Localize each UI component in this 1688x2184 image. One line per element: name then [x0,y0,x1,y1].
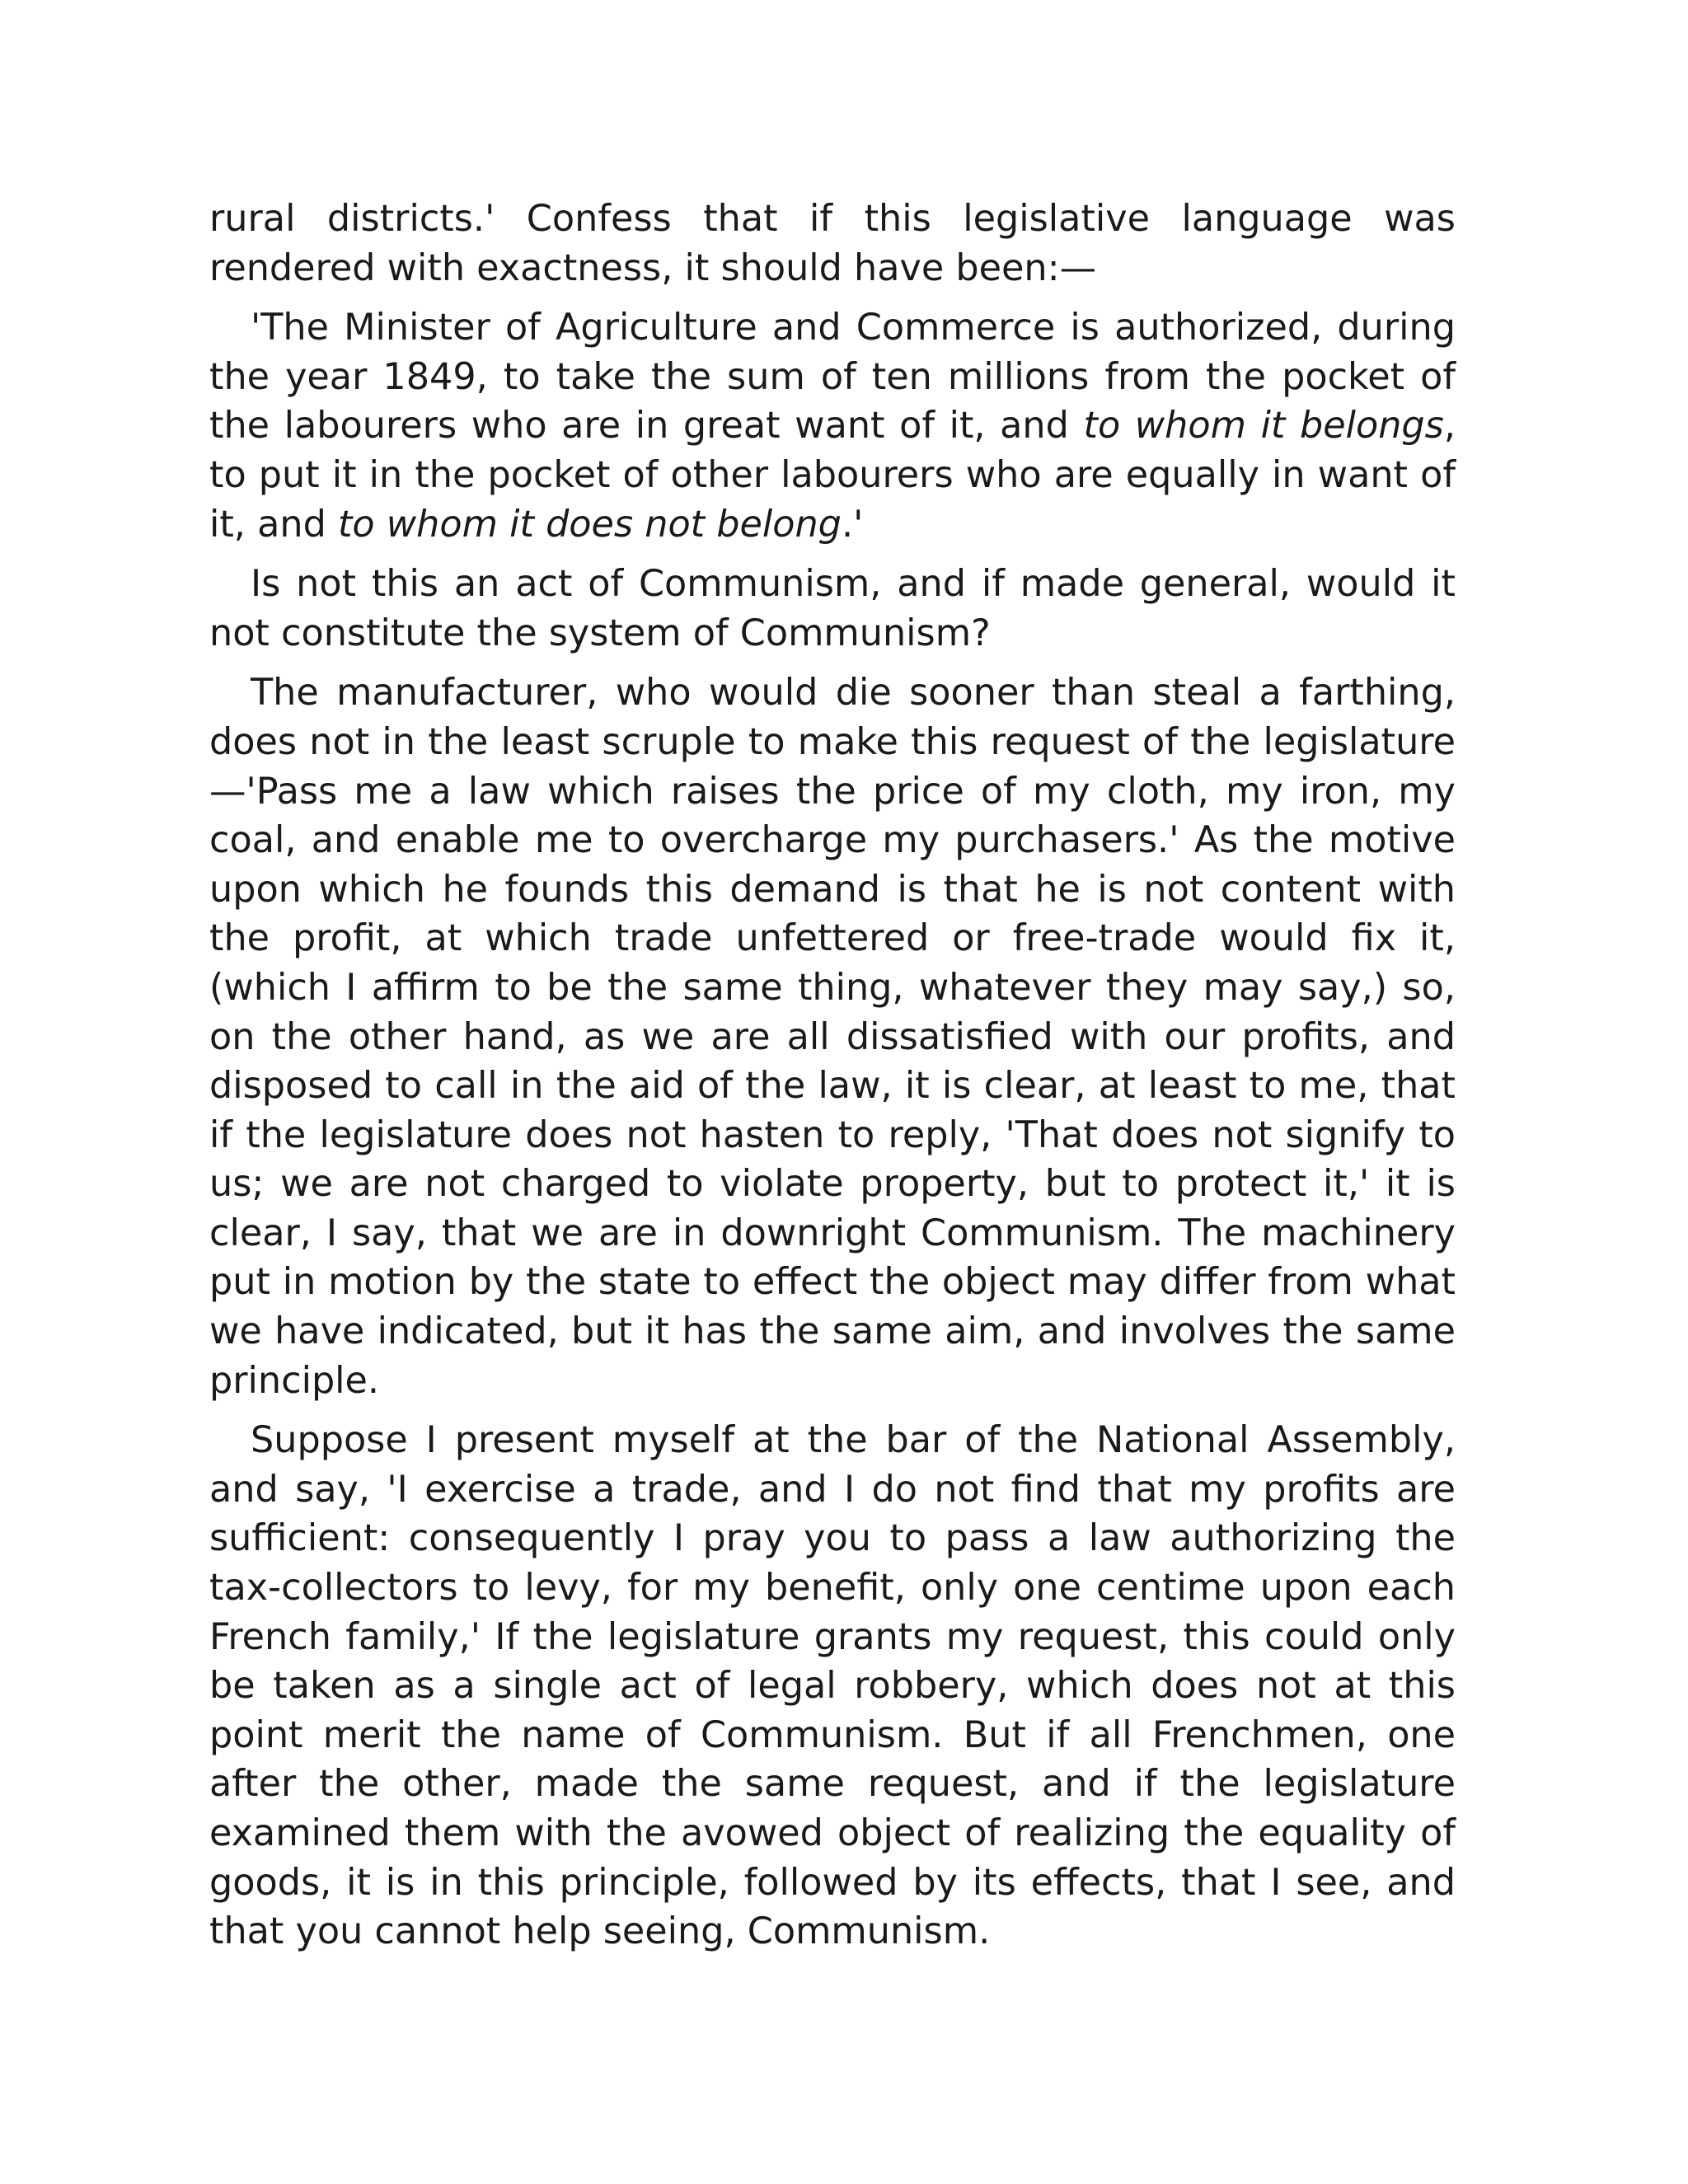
paragraph [209,1416,1456,1957]
text-run: Suppose I present myself at the bar of the National Assembly, and say, 'I exercise a trade, and I do not find that my profits are sufficient: consequently I pray you to pass a law authorizing the tax-collectors to levy, for my benefit, only one centime upon each French family,' If the legislature grants my request, this could only be taken as a single act of legal robbery, which does not at this point merit the name of Communism. But if all Frenchmen, one after the other, made the same request, and if the legislature examined them with the avowed object of realizing the equality of goods, it is in this principle, followed by its effects, that I see, and that you cannot help seeing, Communism. [209,1419,1456,1953]
italic-text: to whom it does not belong [337,503,842,546]
paragraph [209,194,1456,293]
paragraph [209,303,1456,549]
text-run: rural districts.' Confess that if this legislative language was rendered with exactness, it should have been:— [209,198,1456,289]
text-run: 'The Minister of Agriculture and Commerce is authorized, during the year 1849, to take the sum of ten millions from the pocket of the labourers who are in great want of it, and [209,307,1456,448]
paragraph [209,560,1456,658]
text-run: Is not this an act of Communism, and if made general, would it not constitute the system of Communism? [209,563,1456,654]
text-run: .' [841,503,864,546]
text-run: , to put it in the pocket of other labourers who are equally in want of it, and [209,405,1456,546]
body-text [209,194,1456,1967]
paragraph [209,668,1456,1405]
italic-text: to whom it belongs [1083,405,1444,448]
text-run: The manufacturer, who would die sooner than steal a farthing, does not in the least scruple to make this request of the legislature —'Pass me a law which raises the price of my cloth, my iron, my coal, and enable me to overcharge my purchasers.' As the motive upon which he founds this demand is that he is not content with the profit, at which trade unfettered or free-trade would fix it, (which I affirm to be the same thing, whatever they may say,) so, on the other hand, as we are all dissatisfied with our profits, and disposed to call in the aid of the law, it is clear, at least to me, that if the legislature does not hasten to reply, 'That does not signify to us; we are not charged to violate property, but to protect it,' it is clear, I say, that we are in downright Communism. The machinery put in motion by the state to effect the object may differ from what we have indicated, but it has the same aim, and involves the same principle. [209,672,1456,1402]
